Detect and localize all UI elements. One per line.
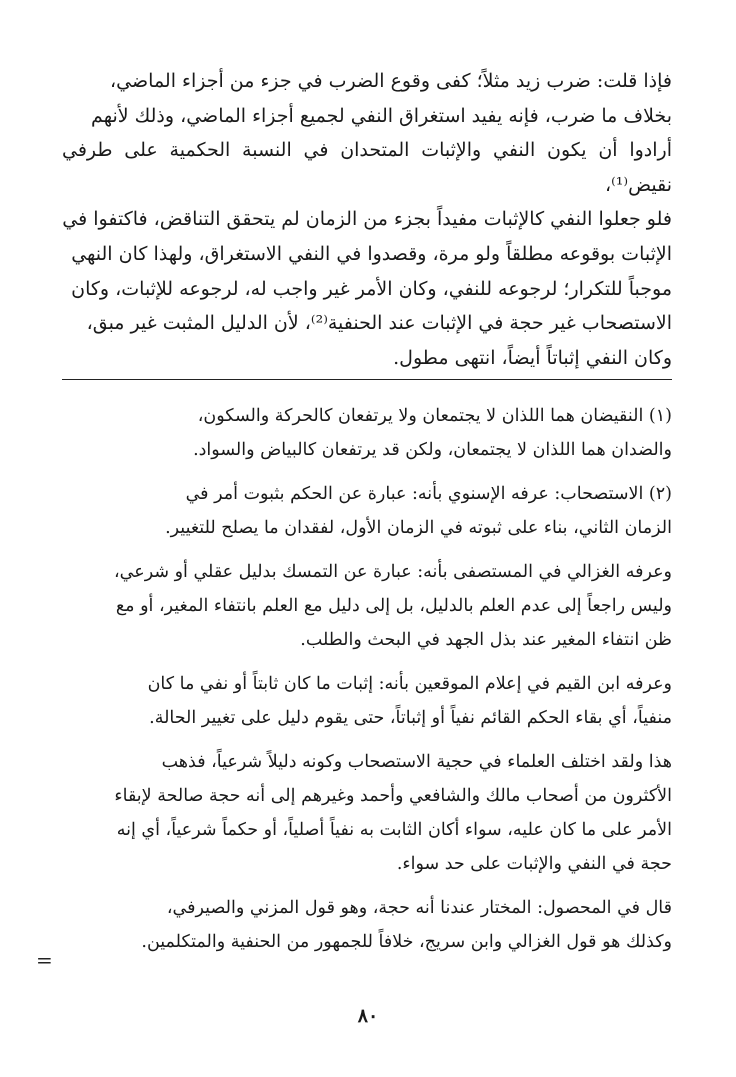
footnote-line: حجة في النفي والإثبات على حد سواء.: [396, 854, 672, 874]
main-line: فإذا قلت: ضرب زيد مثلاً؛ كفى وقوع الضرب في جزء من أجزاء الماضي،: [110, 70, 672, 92]
footnotes-block: [62, 399, 672, 959]
footnote-2-ibn-qayyim-definition: [62, 667, 672, 735]
continuation-mark: =: [36, 948, 53, 972]
footnote-2: [62, 477, 672, 545]
footnote-line: (١) النقيضان هما اللذان لا يجتمعان ولا يرتفعان كالحركة والسكون،: [197, 406, 672, 426]
footnote-line: الأكثرون من أصحاب مالك والشافعي وأحمد وغيرهم إلى أنه حجة صالحة لإبقاء: [114, 786, 672, 806]
main-line: الإثبات بوقوعه مطلقاً ولو مرة، وقصدوا في النفي الاستغراق، ولهذا كان النهي: [71, 242, 672, 265]
footnote-separator: [62, 379, 672, 380]
footnote-line: ظن انتفاء المغير عند بذل الجهد في البحث والطلب.: [300, 630, 672, 650]
footnote-line: قال في المحصول: المختار عندنا أنه حجة، وهو قول المزني والصيرفي،: [166, 898, 672, 918]
footnote-line: منفياً، أي بقاء الحكم القائم نفياً أو إثباتاً، حتى يقوم دليل على تغيير الحالة.: [149, 708, 672, 728]
footnote-line: وعرفه الغزالي في المستصفى بأنه: عبارة عن التمسك بدليل عقلي أو شرعي،: [114, 562, 672, 582]
main-line: الاستصحاب غير حجة في الإثبات عند الحنفية⁽²⁾، لأن الدليل المثبت غير مبق،: [86, 312, 672, 335]
page-number: ٨٠: [357, 1005, 379, 1027]
main-paragraph: [62, 64, 672, 375]
footnote-2-ghazali-definition: [62, 555, 672, 657]
footnote-1: [62, 399, 672, 467]
footnote-line: والضدان هما اللذان لا يجتمعان، ولكن قد يرتفعان كالبياض والسواد.: [193, 440, 672, 460]
main-line: موجباً للتكرار؛ لرجوعه للنفي، وكان الأمر غير واجب له، لرجوعه للإثبات، وكان: [71, 277, 672, 300]
main-line: بخلاف ما ضرب، فإنه يفيد استغراق النفي لجميع أجزاء الماضي، وذلك لأنهم: [91, 104, 672, 127]
footnote-line: (٢) الاستصحاب: عرفه الإسنوي بأنه: عبارة عن الحكم بثبوت أمر في: [185, 484, 672, 504]
main-line: وكان النفي إثباتاً أيضاً، انتهى مطول.: [393, 346, 672, 369]
footnote-line: وكذلك هو قول الغزالي وابن سريج، خلافاً للجمهور من الحنفية والمتكلمين.: [141, 932, 672, 952]
footnote-line: وليس راجعاً إلى عدم العلم بالدليل، بل إلى دليل مع العلم بانتفاء المغير، أو مع: [115, 596, 672, 616]
footnote-2-mahsul-quote: [62, 891, 672, 959]
main-line: فلو جعلوا النفي كالإثبات مفيداً بجزء من الزمان لم يتحقق التناقض، فاكتفوا في: [62, 208, 672, 231]
footnote-line: الزمان الثاني، بناء على ثبوته في الزمان الأول، لفقدان ما يصلح للتغيير.: [165, 518, 672, 538]
footnote-line: وعرفه ابن القيم في إعلام الموقعين بأنه: إثبات ما كان ثابتاً أو نفي ما كان: [147, 674, 672, 694]
main-line: أرادوا أن يكون النفي والإثبات المتحدان في النسبة الحكمية على طرفي نقيض⁽¹⁾،: [62, 139, 672, 196]
footnote-line: الأمر على ما كان عليه، سواء أكان الثابت به نفياً أصلياً، أو حكماً شرعياً، أي إنه: [116, 820, 672, 840]
footnote-2-scholars-disagreement: [62, 745, 672, 881]
main-text-block: [62, 64, 672, 375]
footnote-line: هذا ولقد اختلف العلماء في حجية الاستصحاب وكونه دليلاً شرعياً، فذهب: [161, 752, 672, 772]
